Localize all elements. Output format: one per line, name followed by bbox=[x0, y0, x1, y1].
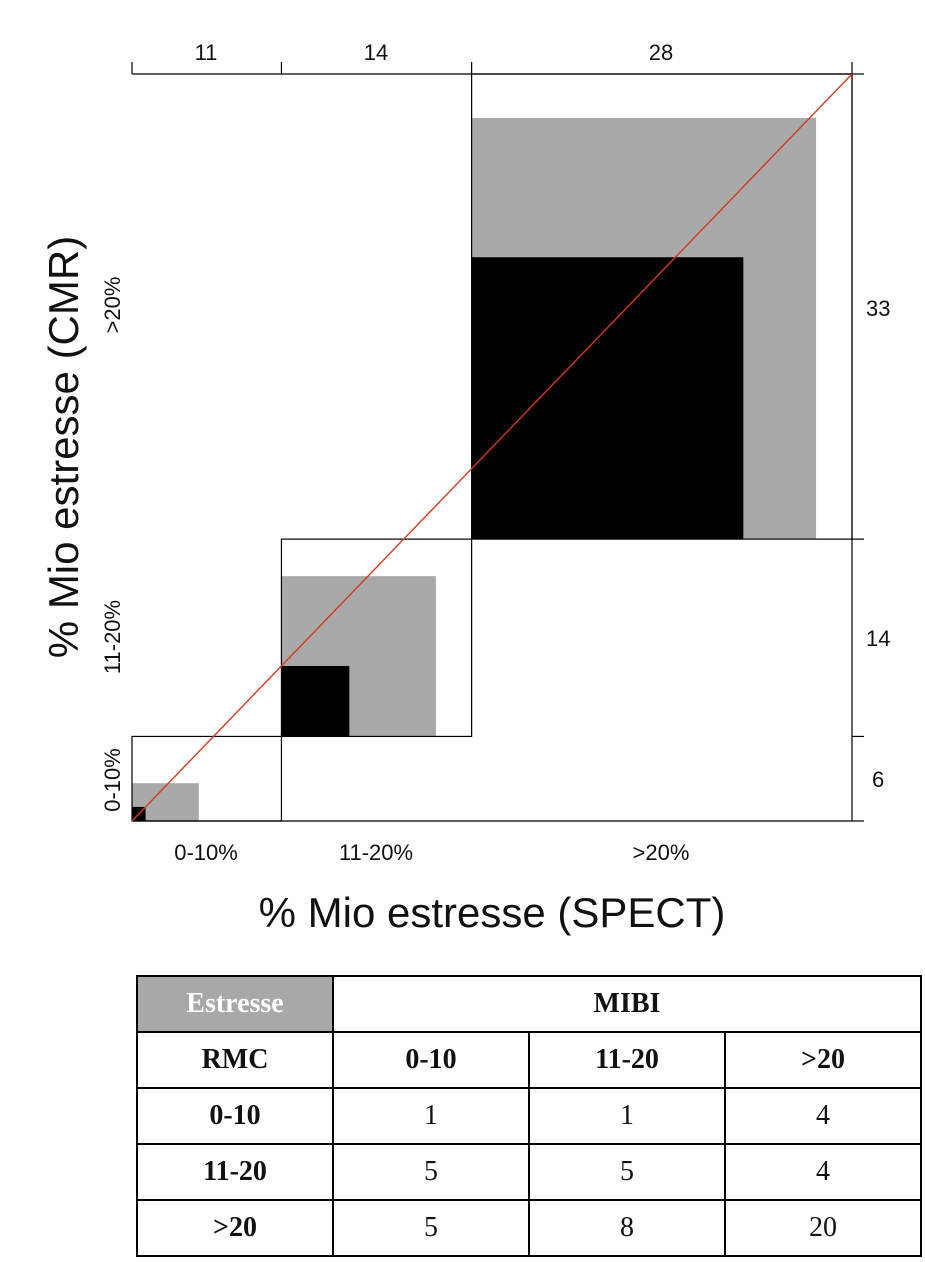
y-tick-label: 0-10% bbox=[100, 748, 125, 812]
table-cell: 4 bbox=[725, 1144, 921, 1200]
column-header: 11-20 bbox=[529, 1032, 725, 1088]
column-total-label: 28 bbox=[648, 40, 674, 65]
row-header: RMC bbox=[137, 1032, 333, 1088]
group-header: MIBI bbox=[333, 976, 921, 1032]
row-label: 0-10 bbox=[137, 1088, 333, 1144]
table-cell: 1 bbox=[529, 1088, 725, 1144]
x-tick-label: 0-10% bbox=[174, 840, 238, 865]
column-header: 0-10 bbox=[333, 1032, 529, 1088]
table-cell: 4 bbox=[725, 1088, 921, 1144]
row-total-label: 14 bbox=[866, 626, 891, 651]
table-cell: 20 bbox=[725, 1200, 921, 1256]
corner-cell: Estresse bbox=[137, 976, 333, 1032]
table-cell: 5 bbox=[333, 1144, 529, 1200]
table-header-row bbox=[137, 976, 921, 1032]
y-tick-label: 11-20% bbox=[100, 599, 125, 675]
row-label: >20 bbox=[137, 1200, 333, 1256]
table-row bbox=[137, 1200, 921, 1256]
y-axis-title: % Mio estresse (CMR) bbox=[40, 235, 87, 659]
agreement-table bbox=[136, 975, 922, 1257]
row-label: 11-20 bbox=[137, 1144, 333, 1200]
x-axis-title: % Mio estresse (SPECT) bbox=[258, 889, 726, 936]
y-tick-label: >20% bbox=[100, 276, 125, 334]
x-tick-label: 11-20% bbox=[338, 840, 414, 865]
column-total-label: 14 bbox=[363, 40, 389, 65]
x-tick-label: >20% bbox=[632, 840, 690, 865]
table-row bbox=[137, 1144, 921, 1200]
table-cell: 5 bbox=[333, 1200, 529, 1256]
table-cell: 8 bbox=[529, 1200, 725, 1256]
table-column-header-row bbox=[137, 1032, 921, 1088]
table-cell: 5 bbox=[529, 1144, 725, 1200]
row-total-label: 6 bbox=[872, 767, 885, 792]
observed-agreement-rect bbox=[281, 666, 349, 736]
table-cell: 1 bbox=[333, 1088, 529, 1144]
row-total-label: 33 bbox=[866, 296, 891, 321]
column-header: >20 bbox=[725, 1032, 921, 1088]
observed-agreement-rect bbox=[472, 257, 744, 539]
column-total-label: 11 bbox=[194, 40, 218, 65]
table-row bbox=[137, 1088, 921, 1144]
